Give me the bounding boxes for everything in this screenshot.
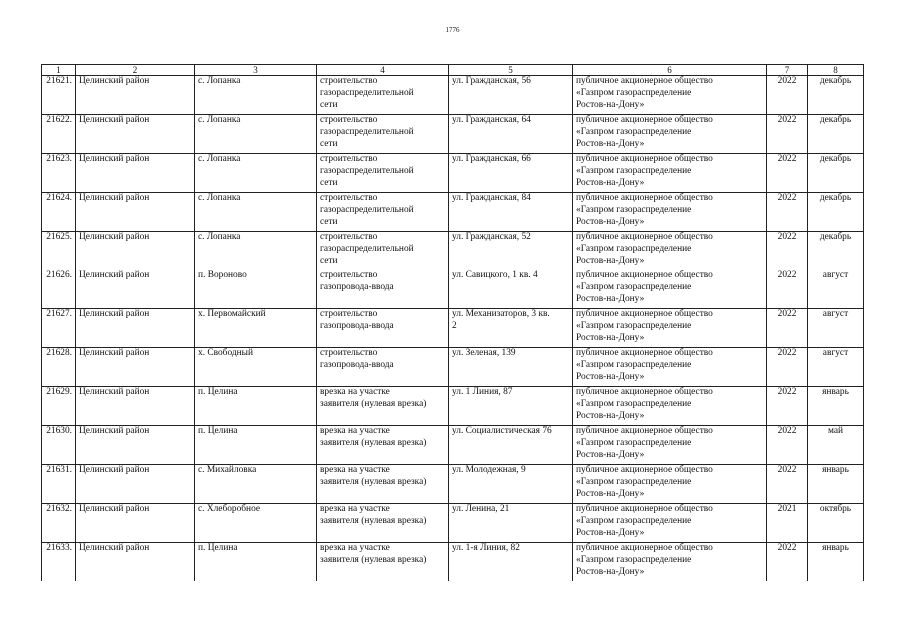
organization-line: Ростов-на-Дону»: [576, 371, 645, 382]
row-number-cell: 21622.: [42, 115, 76, 154]
organization-line: публичное акционерное общество: [576, 387, 713, 397]
settlement-cell: с. Лопанка: [195, 115, 317, 154]
month-cell: январь: [808, 543, 864, 582]
organization-line: Ростов-на-Дону»: [576, 410, 645, 421]
row-number-cell: 21621.: [42, 76, 76, 115]
district-cell: Целинский район: [76, 193, 195, 232]
work-type-line: строительство: [320, 348, 378, 358]
year-cell: 2022: [767, 387, 808, 426]
work-type-line: врезка на участке: [320, 426, 390, 436]
organization-line: публичное акционерное общество: [576, 154, 713, 164]
row-number-cell: 21627.: [42, 309, 76, 348]
work-type-line: газораспределительной: [320, 204, 414, 215]
work-type-line: строительство: [320, 154, 378, 164]
row-number-cell: 21624.: [42, 193, 76, 232]
address-cell: [449, 193, 573, 232]
organization-line: Ростов-на-Дону»: [576, 566, 645, 577]
year-cell: 2022: [767, 232, 808, 271]
year-cell: 2022: [767, 543, 808, 582]
column-number: 2: [76, 65, 195, 76]
organization-line: «Газпром газораспределение: [576, 359, 692, 370]
settlement-cell: с. Лопанка: [195, 193, 317, 232]
address-cell: [449, 115, 573, 154]
organization-line: «Газпром газораспределение: [576, 320, 692, 331]
address-cell: [449, 387, 573, 426]
address-cell: [449, 76, 573, 115]
work-type-cell: [317, 193, 449, 232]
organization-line: Ростов-на-Дону»: [576, 488, 645, 499]
table-row: [42, 115, 864, 154]
work-type-line: заявителя (нулевая врезка): [320, 515, 427, 526]
district-cell: Целинский район: [76, 270, 195, 309]
organization-cell: [573, 426, 767, 465]
work-type-line: газопровода-ввода: [320, 320, 394, 331]
column-number: 6: [573, 65, 767, 76]
work-type-cell: [317, 387, 449, 426]
address-cell: [449, 232, 573, 271]
organization-line: Ростов-на-Дону»: [576, 216, 645, 227]
year-cell: 2022: [767, 270, 808, 309]
address-line: ул. Зеленая, 139: [452, 348, 516, 358]
address-line: ул. Механизаторов, 3 кв.: [452, 309, 550, 319]
row-number-cell: 21625.: [42, 232, 76, 271]
district-cell: Целинский район: [76, 115, 195, 154]
organization-line: публичное акционерное общество: [576, 504, 713, 514]
work-type-line: газопровода-ввода: [320, 359, 394, 370]
work-type-line: строительство: [320, 232, 378, 242]
organization-line: Ростов-на-Дону»: [576, 527, 645, 538]
table-row: [42, 193, 864, 232]
address-cell: [449, 270, 573, 309]
organization-cell: [573, 193, 767, 232]
organization-line: «Газпром газораспределение: [576, 87, 692, 98]
organization-line: «Газпром газораспределение: [576, 165, 692, 176]
month-cell: май: [808, 426, 864, 465]
work-type-line: заявителя (нулевая врезка): [320, 554, 427, 565]
district-cell: Целинский район: [76, 465, 195, 504]
settlement-cell: п. Целина: [195, 426, 317, 465]
work-type-cell: [317, 115, 449, 154]
work-type-line: сети: [320, 216, 338, 227]
address-line: ул. Ленина, 21: [452, 504, 510, 514]
district-cell: Целинский район: [76, 154, 195, 193]
work-type-line: врезка на участке: [320, 465, 390, 475]
work-type-cell: [317, 465, 449, 504]
district-cell: Целинский район: [76, 76, 195, 115]
work-type-line: газораспределительной: [320, 87, 414, 98]
work-type-line: врезка на участке: [320, 387, 390, 397]
settlement-cell: с. Лопанка: [195, 232, 317, 271]
month-cell: август: [808, 309, 864, 348]
row-number-cell: 21628.: [42, 348, 76, 387]
table-row: [42, 309, 864, 348]
work-type-line: газораспределительной: [320, 243, 414, 254]
organization-cell: [573, 154, 767, 193]
organization-cell: [573, 348, 767, 387]
address-line: ул. Гражданская, 64: [452, 115, 531, 125]
address-cell: [449, 465, 573, 504]
organization-line: публичное акционерное общество: [576, 115, 713, 125]
column-number: 5: [449, 65, 573, 76]
work-type-line: сети: [320, 99, 338, 110]
organization-cell: [573, 76, 767, 115]
address-line: ул. Гражданская, 56: [452, 76, 531, 86]
organization-line: Ростов-на-Дону»: [576, 99, 645, 110]
organization-line: Ростов-на-Дону»: [576, 332, 645, 343]
organization-line: «Газпром газораспределение: [576, 243, 692, 254]
organization-cell: [573, 309, 767, 348]
settlement-cell: с. Лопанка: [195, 76, 317, 115]
work-type-line: строительство: [320, 270, 378, 280]
month-cell: декабрь: [808, 115, 864, 154]
year-cell: 2022: [767, 426, 808, 465]
organization-line: «Газпром газораспределение: [576, 126, 692, 137]
work-type-line: заявителя (нулевая врезка): [320, 398, 427, 409]
organization-line: публичное акционерное общество: [576, 426, 713, 436]
column-number: 1: [42, 65, 76, 76]
page-number: 1776: [445, 26, 460, 34]
address-line: ул. Савицкого, 1 кв. 4: [452, 270, 538, 280]
settlement-cell: с. Лопанка: [195, 154, 317, 193]
work-type-cell: [317, 348, 449, 387]
organization-line: «Газпром газораспределение: [576, 554, 692, 565]
organization-line: публичное акционерное общество: [576, 309, 713, 319]
table-row: [42, 270, 864, 309]
district-cell: Целинский район: [76, 543, 195, 582]
year-cell: 2022: [767, 309, 808, 348]
organization-line: «Газпром газораспределение: [576, 204, 692, 215]
settlement-cell: с. Хлеборобное: [195, 504, 317, 543]
address-line: ул. Социалистическая 76: [452, 426, 552, 436]
organization-cell: [573, 115, 767, 154]
address-line: ул. Молодежная, 9: [452, 465, 526, 475]
district-cell: Целинский район: [76, 232, 195, 271]
organization-line: «Газпром газораспределение: [576, 437, 692, 448]
table-row: [42, 154, 864, 193]
address-cell: [449, 504, 573, 543]
district-cell: Целинский район: [76, 426, 195, 465]
year-cell: 2021: [767, 504, 808, 543]
work-type-line: строительство: [320, 193, 378, 203]
work-type-cell: [317, 309, 449, 348]
work-type-line: газопровода-ввода: [320, 281, 394, 292]
district-cell: Целинский район: [76, 348, 195, 387]
year-cell: 2022: [767, 193, 808, 232]
row-number-cell: 21631.: [42, 465, 76, 504]
work-type-cell: [317, 543, 449, 582]
organization-line: публичное акционерное общество: [576, 348, 713, 358]
address-cell: [449, 543, 573, 582]
month-cell: декабрь: [808, 154, 864, 193]
settlement-cell: с. Михайловка: [195, 465, 317, 504]
work-type-line: заявителя (нулевая врезка): [320, 476, 427, 487]
organization-line: публичное акционерное общество: [576, 232, 713, 242]
address-line: ул. 1-я Линия, 82: [452, 543, 520, 553]
organization-line: «Газпром газораспределение: [576, 398, 692, 409]
column-number: 3: [195, 65, 317, 76]
work-type-line: строительство: [320, 309, 378, 319]
table-row: [42, 504, 864, 543]
organization-line: публичное акционерное общество: [576, 543, 713, 553]
table-row: [42, 348, 864, 387]
work-type-line: сети: [320, 255, 338, 266]
month-cell: декабрь: [808, 193, 864, 232]
settlement-cell: п. Целина: [195, 543, 317, 582]
work-type-line: строительство: [320, 76, 378, 86]
organization-line: «Газпром газораспределение: [576, 281, 692, 292]
organization-line: Ростов-на-Дону»: [576, 177, 645, 188]
organization-line: Ростов-на-Дону»: [576, 449, 645, 460]
organization-line: Ростов-на-Дону»: [576, 255, 645, 266]
organization-line: публичное акционерное общество: [576, 76, 713, 86]
row-number-cell: 21632.: [42, 504, 76, 543]
address-line: ул. Гражданская, 52: [452, 232, 531, 242]
settlement-cell: х. Первомайский: [195, 309, 317, 348]
work-type-line: заявителя (нулевая врезка): [320, 437, 427, 448]
work-type-cell: [317, 232, 449, 271]
organization-line: публичное акционерное общество: [576, 465, 713, 475]
organization-cell: [573, 387, 767, 426]
work-type-cell: [317, 270, 449, 309]
column-number-row: [42, 65, 864, 76]
organization-cell: [573, 504, 767, 543]
table-row: [42, 465, 864, 504]
work-type-cell: [317, 426, 449, 465]
settlement-cell: п. Вороново: [195, 270, 317, 309]
work-type-line: газораспределительной: [320, 126, 414, 137]
table-row: [42, 232, 864, 271]
settlement-cell: п. Целина: [195, 387, 317, 426]
month-cell: декабрь: [808, 232, 864, 271]
address-line: 2: [452, 320, 457, 331]
district-cell: Целинский район: [76, 387, 195, 426]
address-cell: [449, 154, 573, 193]
organization-line: «Газпром газораспределение: [576, 476, 692, 487]
table-row: [42, 387, 864, 426]
month-cell: январь: [808, 387, 864, 426]
organization-cell: [573, 543, 767, 582]
work-type-line: газораспределительной: [320, 165, 414, 176]
work-type-cell: [317, 154, 449, 193]
settlement-cell: х. Свободный: [195, 348, 317, 387]
column-number: 7: [767, 65, 808, 76]
gasification-schedule-table: [41, 64, 864, 581]
table-row: [42, 76, 864, 115]
row-number-cell: 21629.: [42, 387, 76, 426]
district-cell: Целинский район: [76, 309, 195, 348]
organization-cell: [573, 270, 767, 309]
organization-cell: [573, 465, 767, 504]
organization-line: Ростов-на-Дону»: [576, 293, 645, 304]
row-number-cell: 21633.: [42, 543, 76, 582]
year-cell: 2022: [767, 154, 808, 193]
organization-cell: [573, 232, 767, 271]
address-cell: [449, 426, 573, 465]
address-cell: [449, 309, 573, 348]
column-number: 4: [317, 65, 449, 76]
row-number-cell: 21630.: [42, 426, 76, 465]
address-line: ул. Гражданская, 66: [452, 154, 531, 164]
month-cell: декабрь: [808, 76, 864, 115]
work-type-cell: [317, 76, 449, 115]
work-type-line: сети: [320, 177, 338, 188]
work-type-line: врезка на участке: [320, 504, 390, 514]
month-cell: октябрь: [808, 504, 864, 543]
work-type-cell: [317, 504, 449, 543]
year-cell: 2022: [767, 76, 808, 115]
work-type-line: врезка на участке: [320, 543, 390, 553]
table-row: [42, 543, 864, 582]
work-type-line: сети: [320, 138, 338, 149]
organization-line: «Газпром газораспределение: [576, 515, 692, 526]
month-cell: август: [808, 270, 864, 309]
organization-line: публичное акционерное общество: [576, 270, 713, 280]
district-cell: Целинский район: [76, 504, 195, 543]
address-line: ул. Гражданская, 84: [452, 193, 531, 203]
row-number-cell: 21623.: [42, 154, 76, 193]
month-cell: август: [808, 348, 864, 387]
year-cell: 2022: [767, 115, 808, 154]
work-type-line: строительство: [320, 115, 378, 125]
year-cell: 2022: [767, 348, 808, 387]
column-number: 8: [808, 65, 864, 76]
year-cell: 2022: [767, 465, 808, 504]
organization-line: Ростов-на-Дону»: [576, 138, 645, 149]
address-cell: [449, 348, 573, 387]
address-line: ул. 1 Линия, 87: [452, 387, 513, 397]
organization-line: публичное акционерное общество: [576, 193, 713, 203]
row-number-cell: 21626.: [42, 270, 76, 309]
month-cell: январь: [808, 465, 864, 504]
table-row: [42, 426, 864, 465]
